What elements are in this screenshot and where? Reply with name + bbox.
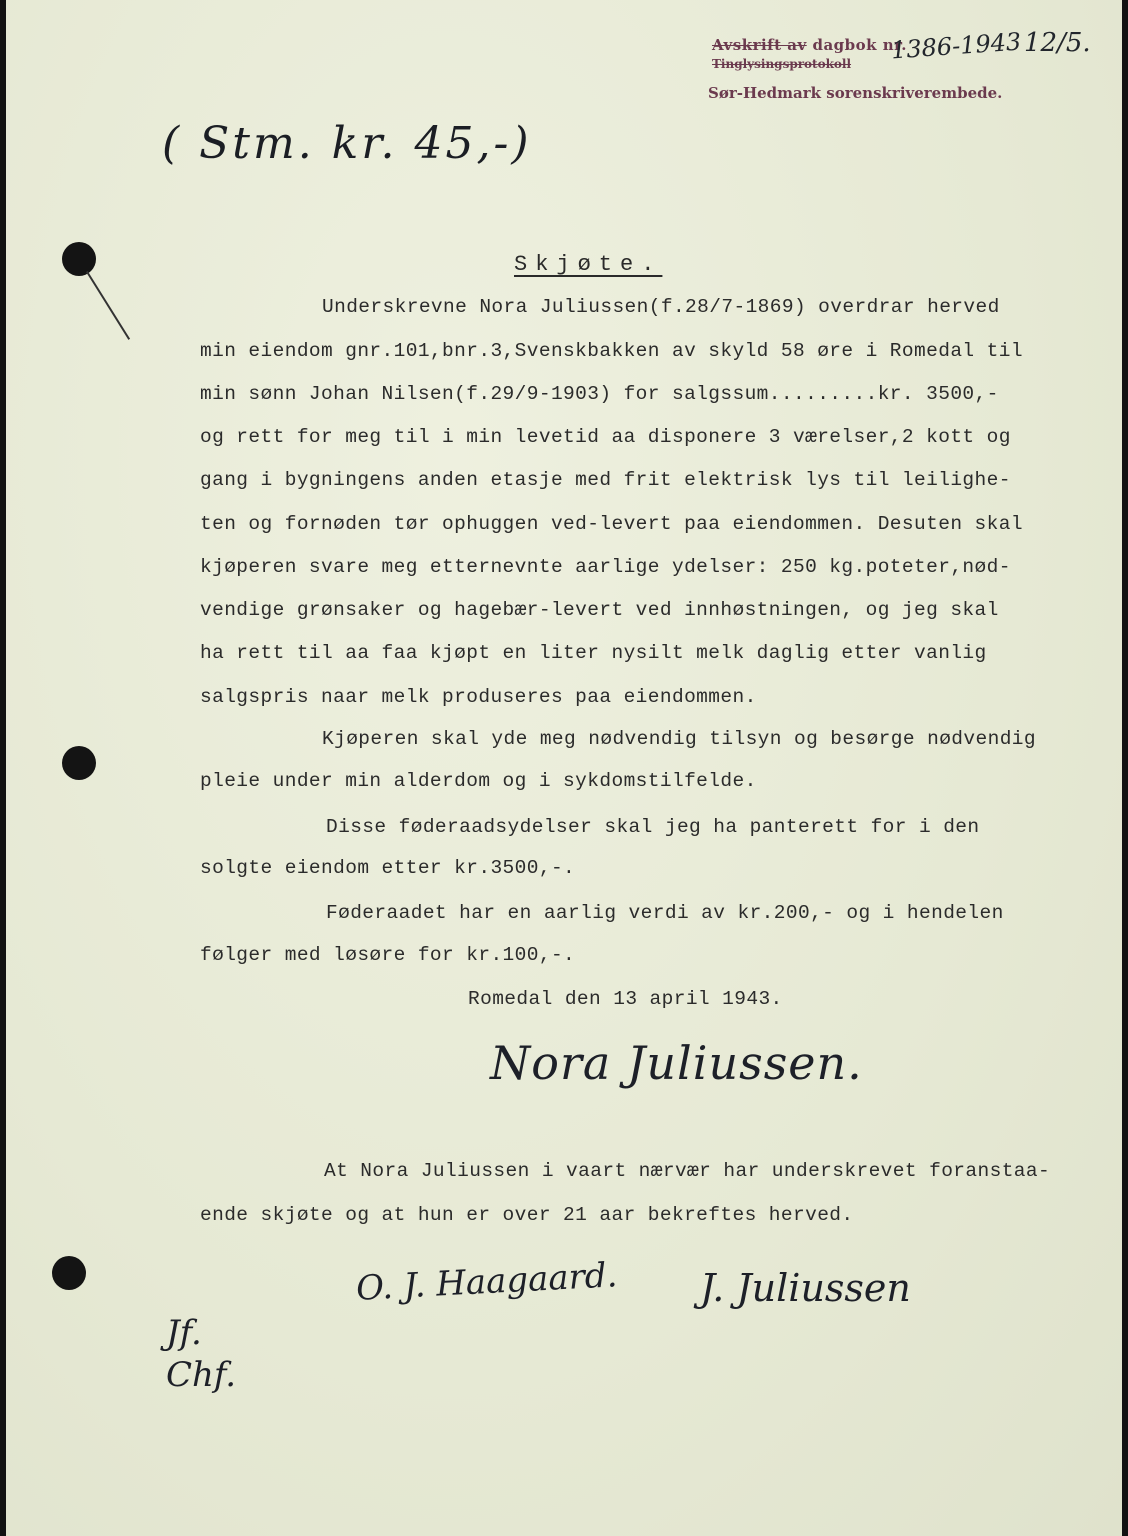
body-line: og rett for meg til i min levetid aa disponere 3 værelser,2 kott og bbox=[200, 426, 1011, 448]
body-line: pleie under min alderdom og i sykdomstilfelde. bbox=[200, 770, 757, 792]
body-line: salgspris naar melk produseres paa eiendommen. bbox=[200, 686, 757, 708]
body-line: Kjøperen skal yde meg nødvendig tilsyn og besørge nødvendig bbox=[322, 728, 1037, 750]
body-line: følger med løsøre for kr.100,-. bbox=[200, 944, 576, 966]
body-line: min sønn Johan Nilsen(f.29/9-1903) for salgssum.........kr. 3500,- bbox=[200, 383, 999, 405]
journal-number: 1386-1943 bbox=[890, 27, 1023, 65]
document-page bbox=[6, 0, 1122, 1536]
body-line: Disse føderaadsydelser skal jeg ha panterett for i den bbox=[326, 816, 980, 838]
clerk-initials: Jf. Chf. bbox=[166, 1313, 237, 1395]
document-title: Skjøte. bbox=[514, 252, 663, 277]
stamp-avskrift-label: Avskrift av bbox=[712, 36, 807, 54]
witness-statement-line: ende skjøte og at hun er over 21 aar bekreftes herved. bbox=[200, 1204, 854, 1226]
seller-signature: Nora Juliussen. bbox=[490, 1036, 863, 1090]
body-line: vendige grønsaker og hagebær-levert ved innhøstningen, og jeg skal bbox=[200, 599, 999, 621]
body-line: kjøperen svare meg etternevnte aarlige ydelser: 250 kg.poteter,nød- bbox=[200, 556, 1011, 578]
witness-signature-1: O. J. Haagaard. bbox=[355, 1255, 619, 1309]
body-line: min eiendom gnr.101,bnr.3,Svenskbakken av skyld 58 øre i Romedal til bbox=[200, 340, 1023, 362]
witness-signature-2: J. Juliussen bbox=[700, 1266, 911, 1310]
handwritten-fee-note: ( Stm. kr. 45,-) bbox=[162, 118, 532, 169]
body-line: Føderaadet har en aarlig verdi av kr.200,- og i hendelen bbox=[326, 902, 1004, 924]
body-line: ha rett til aa faa kjøpt en liter nysilt melk daglig etter vanlig bbox=[200, 642, 987, 664]
stamp-dagbok-label: dagbok nr. bbox=[812, 36, 907, 54]
place-date-line: Romedal den 13 april 1943. bbox=[468, 988, 783, 1010]
stamp-struck-line: Tinglysingsprotokoll bbox=[712, 57, 852, 71]
punch-hole bbox=[62, 746, 96, 780]
body-line: gang i bygningens anden etasje med frit elektrisk lys til leilighe- bbox=[200, 469, 1011, 491]
stamp-header bbox=[712, 36, 907, 54]
body-line: Underskrevne Nora Juliussen(f.28/7-1869) overdrar herved bbox=[322, 296, 1000, 318]
journal-date: 12/5. bbox=[1024, 28, 1091, 58]
stamp-office-name: Sør-Hedmark sorenskriverembede. bbox=[708, 84, 1003, 102]
ink-mark bbox=[86, 271, 130, 340]
scan-edge-right bbox=[1122, 0, 1128, 1536]
body-line: ten og fornøden tør ophuggen ved-levert paa eiendommen. Desuten skal bbox=[200, 513, 1023, 535]
body-line: solgte eiendom etter kr.3500,-. bbox=[200, 857, 576, 879]
punch-hole bbox=[62, 242, 96, 276]
witness-statement-line: At Nora Juliussen i vaart nærvær har underskrevet foranstaa- bbox=[324, 1160, 1051, 1182]
punch-hole bbox=[52, 1256, 86, 1290]
